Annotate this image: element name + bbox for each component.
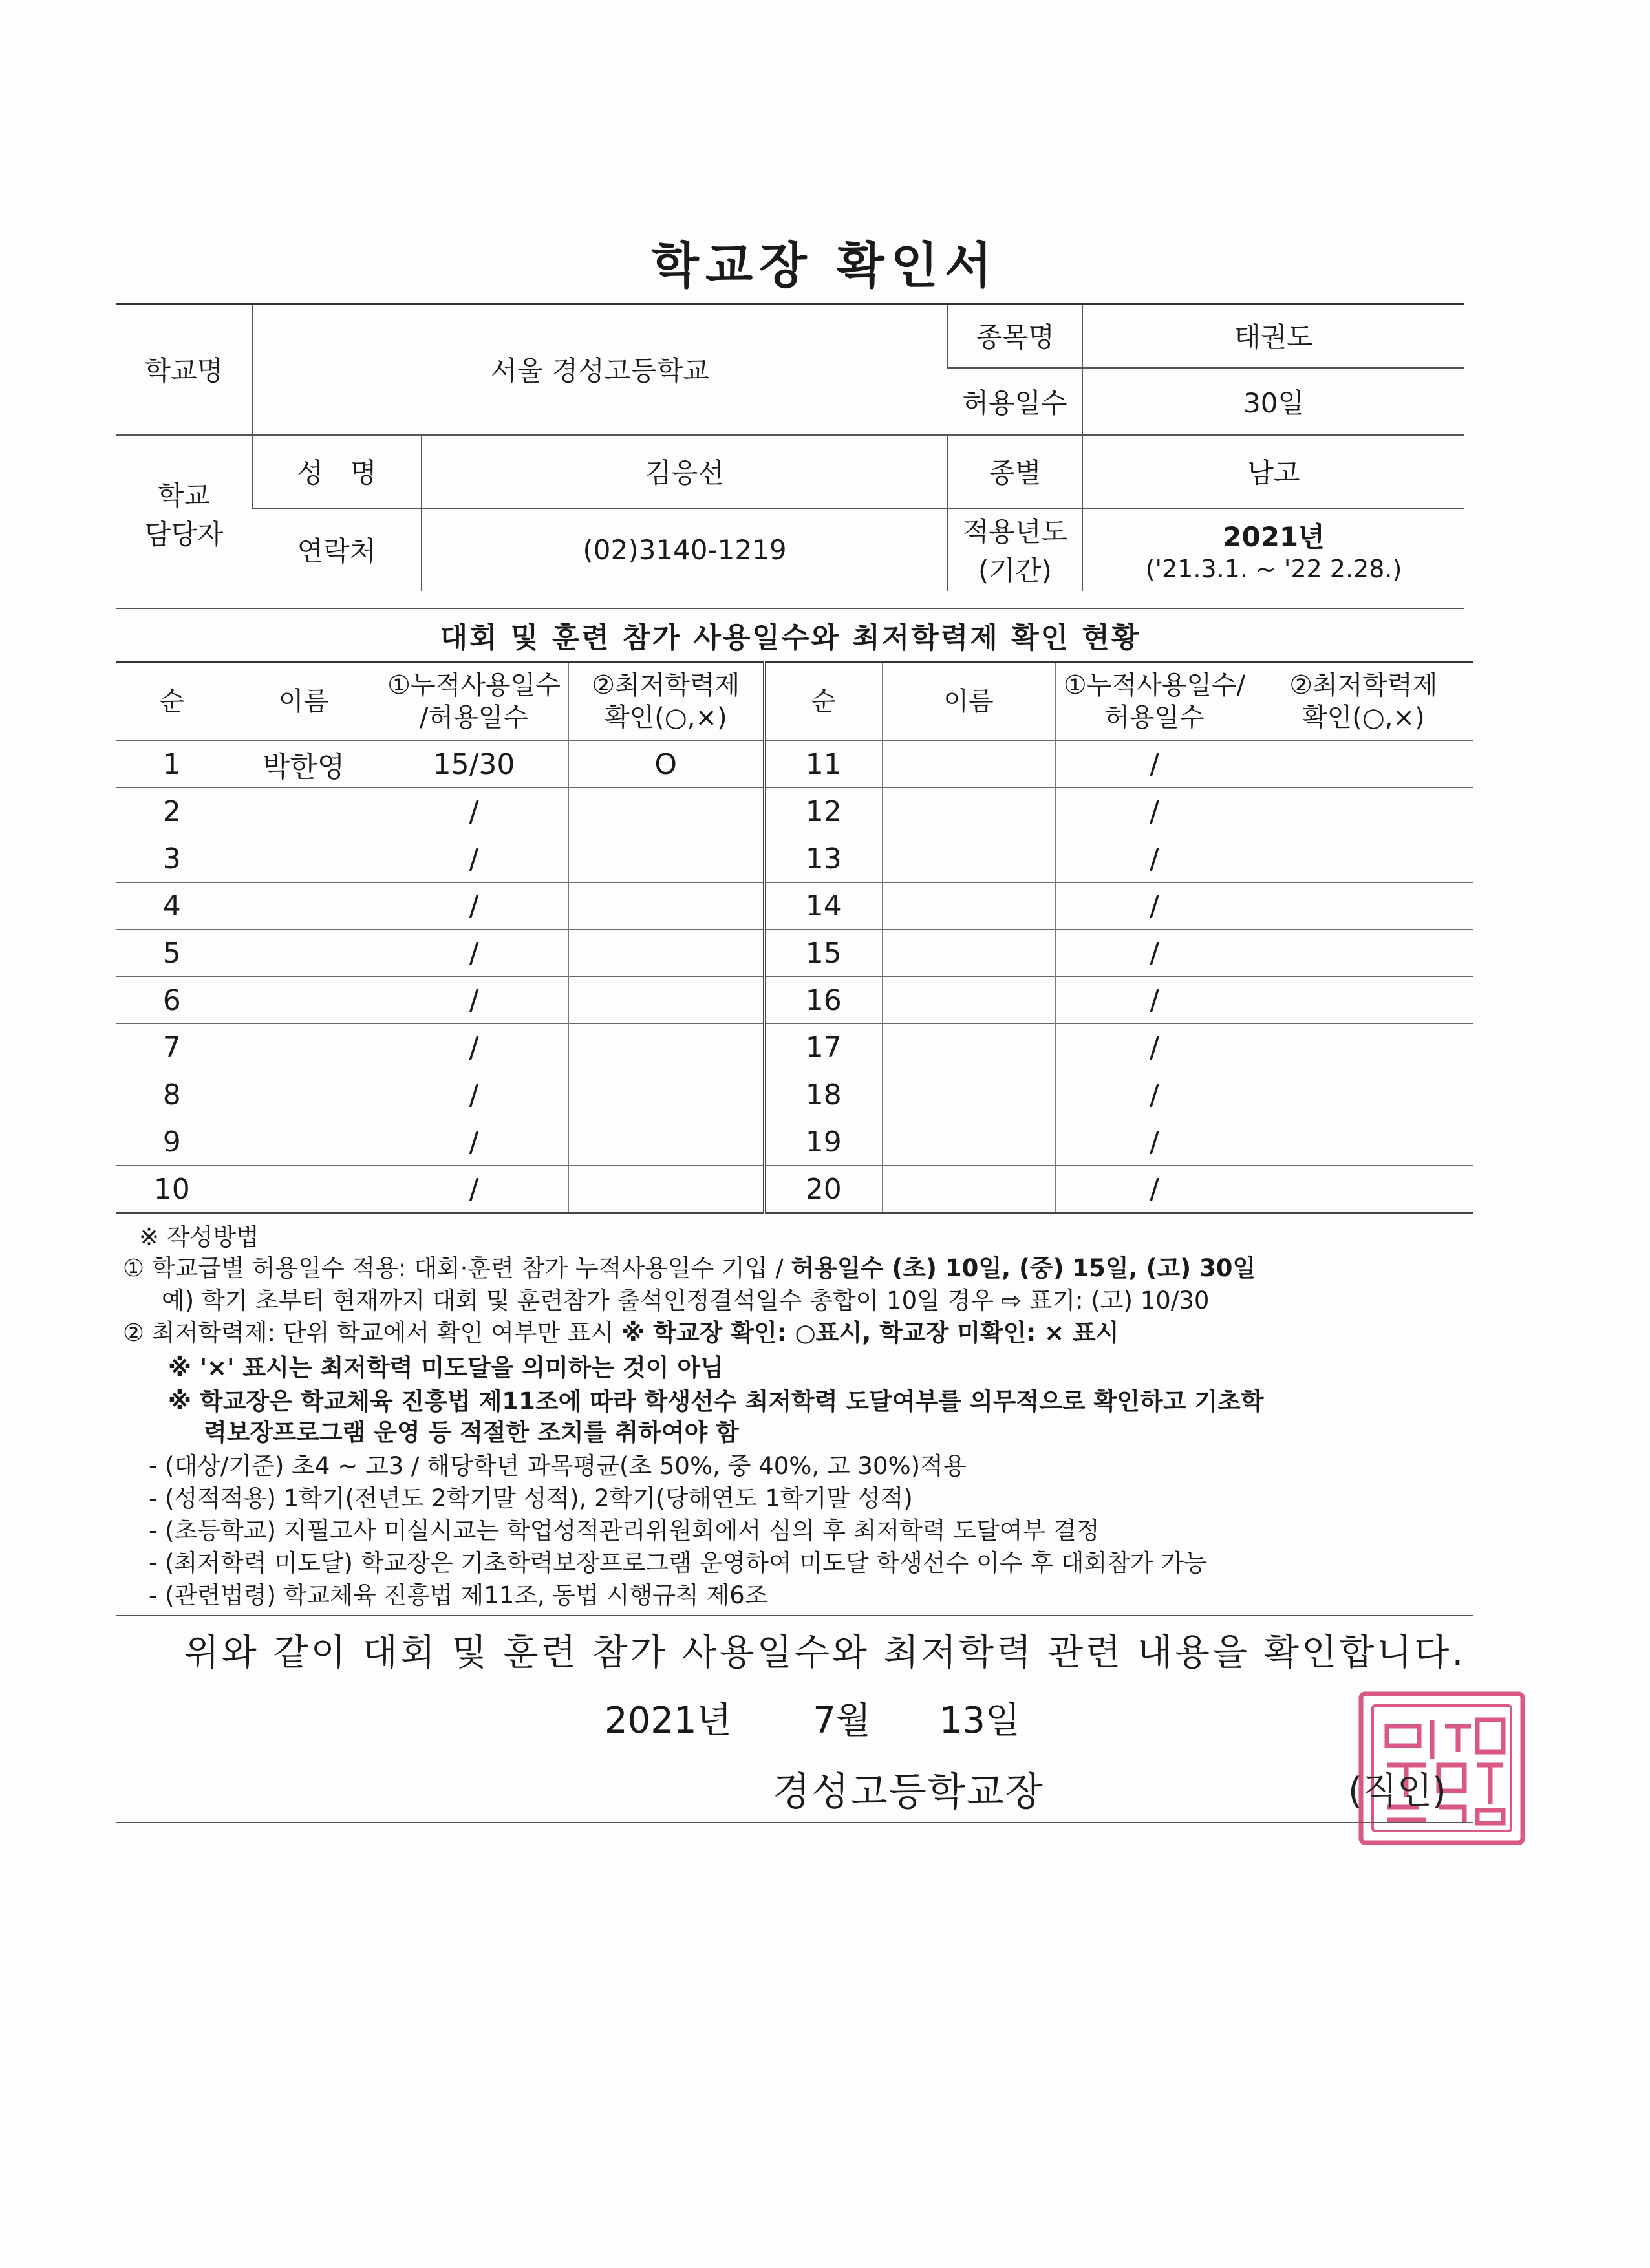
student-name — [228, 1166, 380, 1214]
student-name-right — [882, 1166, 1055, 1214]
contact-label: 연락처 — [252, 508, 422, 591]
student-name-right — [882, 1024, 1055, 1071]
table-row — [116, 835, 1473, 883]
date-month: 7월 — [813, 1700, 871, 1742]
note-6: 력보장프로그램 운영 등 적절한 조치를 취하여야 함 — [204, 1418, 739, 1446]
divider-bottom — [116, 1822, 1473, 1823]
cumulative-days-right: / — [1055, 741, 1254, 788]
student-name-right — [882, 741, 1055, 788]
cumulative-days: / — [380, 788, 568, 835]
student-name-right — [882, 835, 1055, 883]
allowed-days-value: 30일 — [1082, 368, 1464, 435]
student-name — [228, 1118, 380, 1166]
cumulative-days: / — [380, 1024, 568, 1071]
student-name — [228, 930, 380, 977]
student-name: 박한영 — [228, 741, 380, 788]
year-value-cell — [1082, 508, 1464, 591]
student-name — [228, 1024, 380, 1071]
staff-name-value: 김응선 — [422, 435, 948, 508]
contact-value: (02)3140-1219 — [422, 508, 948, 591]
student-name — [228, 788, 380, 835]
row-number-right: 11 — [764, 741, 882, 788]
staff-label — [116, 435, 252, 591]
student-name-right — [882, 977, 1055, 1024]
table-row — [116, 741, 1473, 788]
min-academic-check — [568, 835, 764, 883]
note-3 — [123, 1321, 1119, 1345]
table-row — [116, 1118, 1473, 1166]
notes-heading: ※ 작성방법 — [139, 1223, 259, 1251]
row-number: 2 — [116, 788, 228, 835]
header-min-line-2: 확인(○,×) — [604, 703, 727, 733]
min-academic-check-right — [1254, 1166, 1473, 1214]
header-cumulative-days — [380, 662, 568, 741]
note-1 — [123, 1256, 1256, 1280]
document-title: 학교장 확인서 — [651, 237, 999, 294]
row-number-right: 14 — [764, 883, 882, 930]
header-cumulative-line-1: ①누적사용일수 — [387, 670, 561, 700]
allowed-days-label: 허용일수 — [948, 368, 1082, 435]
gender-label: 종별 — [948, 435, 1082, 508]
row-number-right: 20 — [764, 1166, 882, 1214]
cumulative-days: / — [380, 1071, 568, 1118]
year-label-line-1: 적용년도 — [962, 516, 1068, 548]
cumulative-days-right: / — [1055, 977, 1254, 1024]
row-number: 5 — [116, 930, 228, 977]
row-number-right: 17 — [764, 1024, 882, 1071]
note-4: ※ '×' 표시는 최저학력 미도달을 의미하는 것이 아님 — [168, 1354, 723, 1382]
divider-top — [116, 1615, 1473, 1616]
min-academic-check-right — [1254, 1118, 1473, 1166]
header-no-right: 순 — [764, 662, 882, 741]
row-number-right: 16 — [764, 977, 882, 1024]
min-academic-check-right — [1254, 835, 1473, 883]
note-7: - (대상/기준) 초4 ~ 고3 / 해당학년 과목평균(초 50%, 중 40%, 고 30%)적용 — [149, 1452, 967, 1480]
note-1-emphasis: 허용일수 (초) 10일, (중) 15일, (고) 30일 — [791, 1254, 1256, 1282]
student-name — [228, 883, 380, 930]
cumulative-days-right: / — [1055, 1166, 1254, 1214]
school-info-table — [116, 303, 1464, 591]
min-academic-check — [568, 1118, 764, 1166]
table-header-row — [116, 662, 1473, 741]
header-min-right-line-1: ②최저학력제 — [1289, 670, 1438, 700]
confirmation-statement: 위와 같이 대회 및 훈련 참가 사용일수와 최저학력 관련 내용을 확인합니다. — [184, 1632, 1466, 1674]
header-name-right: 이름 — [882, 662, 1055, 741]
cumulative-days: / — [380, 977, 568, 1024]
header-min-line-1: ②최저학력제 — [592, 670, 740, 700]
row-number: 7 — [116, 1024, 228, 1071]
student-name — [228, 1071, 380, 1118]
table-row — [116, 1024, 1473, 1071]
table-row — [116, 977, 1473, 1024]
cumulative-days-right: / — [1055, 835, 1254, 883]
header-no: 순 — [116, 662, 228, 741]
year-label-line-2: (기간) — [978, 555, 1052, 586]
date-year: 2021년 — [605, 1700, 732, 1742]
school-name-value: 서울 경성고등학교 — [252, 304, 948, 435]
row-number: 10 — [116, 1166, 228, 1214]
row-number: 8 — [116, 1071, 228, 1118]
staff-label-line-1: 학교 — [157, 479, 211, 511]
participation-status-table — [116, 661, 1473, 1214]
min-academic-check — [568, 1024, 764, 1071]
min-academic-check: O — [568, 741, 764, 788]
min-academic-check — [568, 788, 764, 835]
row-number-right: 15 — [764, 930, 882, 977]
student-name-right — [882, 883, 1055, 930]
min-academic-check-right — [1254, 1071, 1473, 1118]
min-academic-check-right — [1254, 1024, 1473, 1071]
min-academic-check — [568, 883, 764, 930]
cumulative-days-right: / — [1055, 883, 1254, 930]
student-name-right — [882, 1118, 1055, 1166]
student-name — [228, 977, 380, 1024]
cumulative-days-right: / — [1055, 788, 1254, 835]
year-value: 2021년 — [1223, 521, 1325, 553]
cumulative-days: / — [380, 835, 568, 883]
student-name-right — [882, 1071, 1055, 1118]
row-number: 3 — [116, 835, 228, 883]
cumulative-days-right: / — [1055, 1024, 1254, 1071]
row-number: 1 — [116, 741, 228, 788]
header-min-right-line-2: 확인(○,×) — [1302, 703, 1425, 733]
cumulative-days: / — [380, 883, 568, 930]
header-cumulative-days-right — [1055, 662, 1254, 741]
header-cumulative-right-line-1: ①누적사용일수/ — [1063, 670, 1246, 700]
row-number-right: 18 — [764, 1071, 882, 1118]
sport-label: 종목명 — [948, 304, 1082, 368]
period-value: ('21.3.1. ~ '22 2.28.) — [1145, 555, 1402, 583]
note-3-emphasis: ※ 학교장 확인: ○표시, 학교장 미확인: × 표시 — [621, 1319, 1119, 1347]
cumulative-days: / — [380, 1118, 568, 1166]
staff-name-label: 성 명 — [252, 435, 422, 508]
note-3-text: ② 최저학력제: 단위 학교에서 확인 여부만 표시 — [123, 1319, 622, 1347]
table-row — [116, 883, 1473, 930]
table-row — [116, 930, 1473, 977]
min-academic-check — [568, 1071, 764, 1118]
min-academic-check-right — [1254, 930, 1473, 977]
principal-title: 경성고등학교장 — [773, 1770, 1044, 1815]
table-row — [116, 1166, 1473, 1214]
signature-date — [605, 1692, 1020, 1744]
note-5: ※ 학교장은 학교체육 진흥법 제11조에 따라 학생선수 최저학력 도달여부를 의무적으로 확인하고 기초학 — [168, 1387, 1264, 1415]
min-academic-check — [568, 930, 764, 977]
sport-value: 태권도 — [1082, 304, 1464, 368]
note-11: - (관련법령) 학교체육 진흥법 제11조, 동법 시행규칙 제6조 — [149, 1581, 768, 1609]
min-academic-check — [568, 1166, 764, 1214]
student-name — [228, 835, 380, 883]
header-min-academic — [568, 662, 764, 741]
date-day: 13일 — [939, 1700, 1020, 1742]
writing-instructions — [123, 1225, 1481, 1613]
staff-label-line-2: 담당자 — [144, 518, 224, 550]
note-2: 예) 학기 초부터 현재까지 대회 및 훈련참가 출석인정결석일수 총합이 10일 경우 ⇨ 표기: (고) 10/30 — [162, 1287, 1210, 1314]
note-10: - (최저학력 미도달) 학교장은 기초학력보장프로그램 운영하여 미도달 학생선수 이수 후 대회참가 가능 — [149, 1549, 1208, 1577]
section-subtitle: 대회 및 훈련 참가 사용일수와 최저학력제 확인 현황 — [116, 608, 1464, 656]
gender-value: 남고 — [1082, 435, 1464, 508]
min-academic-check-right — [1254, 788, 1473, 835]
cumulative-days: / — [380, 1166, 568, 1214]
header-cumulative-line-2: /허용일수 — [419, 703, 529, 733]
note-1-text: ① 학교급별 허용일수 적용: 대회·훈련 참가 누적사용일수 기입 / — [123, 1254, 791, 1282]
min-academic-check — [568, 977, 764, 1024]
row-number-right: 19 — [764, 1118, 882, 1166]
row-number-right: 13 — [764, 835, 882, 883]
header-cumulative-right-line-2: 허용일수 — [1104, 703, 1205, 733]
table-row — [116, 788, 1473, 835]
row-number-right: 12 — [764, 788, 882, 835]
row-number: 4 — [116, 883, 228, 930]
min-academic-check-right — [1254, 883, 1473, 930]
min-academic-check-right — [1254, 977, 1473, 1024]
year-label — [948, 508, 1082, 591]
note-9: - (초등학교) 지필고사 미실시교는 학업성적관리위원회에서 심의 후 최저학력 도달여부 결정 — [149, 1517, 1100, 1545]
min-academic-check-right — [1254, 741, 1473, 788]
header-name: 이름 — [228, 662, 380, 741]
note-8: - (성적적용) 1학기(전년도 2학기말 성적), 2학기(당해연도 1학기말 성적) — [149, 1484, 913, 1512]
student-name-right — [882, 788, 1055, 835]
student-name-right — [882, 930, 1055, 977]
cumulative-days: 15/30 — [380, 741, 568, 788]
cumulative-days-right: / — [1055, 930, 1254, 977]
table-row — [116, 1071, 1473, 1118]
row-number: 9 — [116, 1118, 228, 1166]
cumulative-days: / — [380, 930, 568, 977]
school-name-label: 학교명 — [116, 304, 252, 435]
header-min-academic-right — [1254, 662, 1473, 741]
cumulative-days-right: / — [1055, 1071, 1254, 1118]
cumulative-days-right: / — [1055, 1118, 1254, 1166]
table-body — [116, 741, 1473, 1214]
seal-label: (직인) — [1348, 1770, 1446, 1812]
row-number: 6 — [116, 977, 228, 1024]
